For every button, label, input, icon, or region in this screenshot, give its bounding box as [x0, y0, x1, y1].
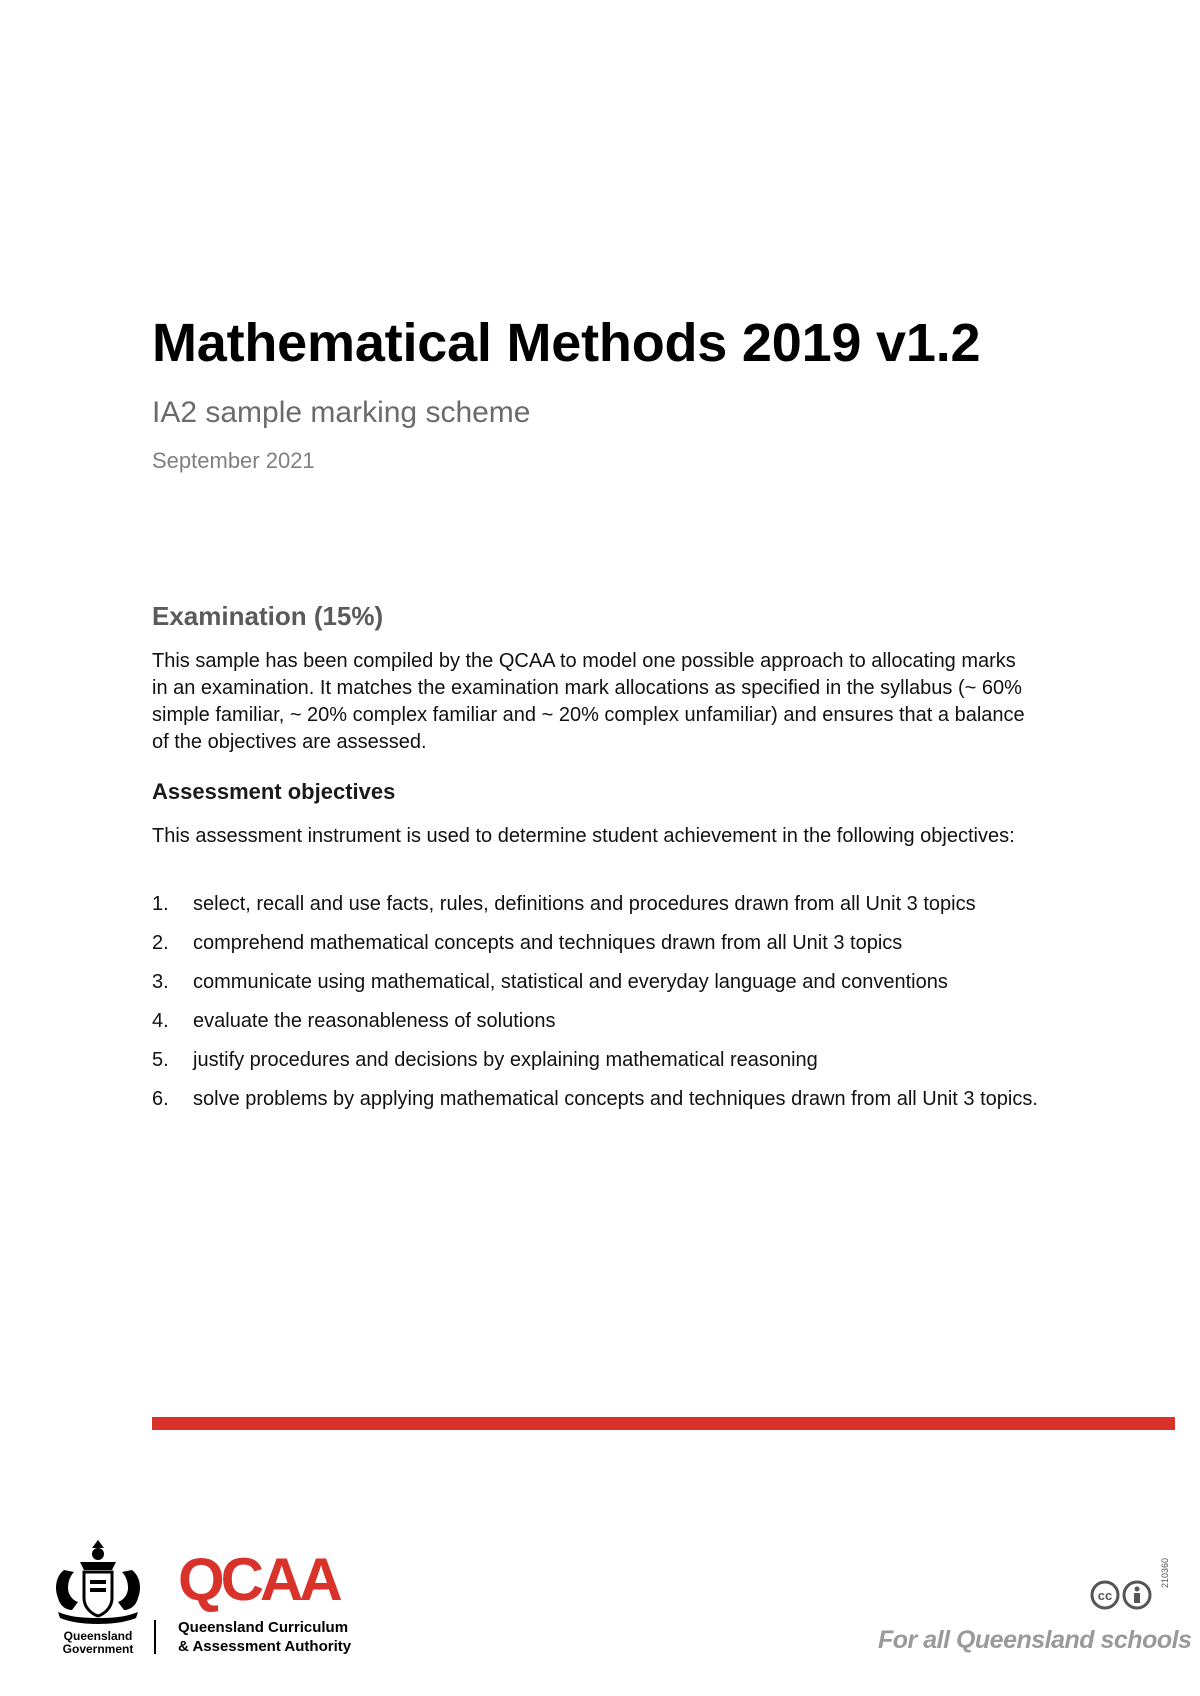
org-name-line2: & Assessment Authority: [178, 1638, 352, 1655]
list-item-text: select, recall and use facts, rules, definitions and procedures drawn from all Unit 3 topics: [193, 893, 976, 915]
document-code: 210360: [1160, 1557, 1170, 1588]
list-item: [152, 969, 1052, 996]
org-name-line1: Queensland Curriculum: [178, 1619, 349, 1636]
creative-commons-icon: [1090, 1580, 1156, 1610]
list-item: [152, 1086, 1052, 1113]
section-heading: Examination (15%): [152, 601, 384, 631]
logo-divider: [154, 1620, 156, 1654]
document-subtitle: IA2 sample marking scheme: [152, 396, 531, 429]
section-intro: This sample has been compiled by the QCAA to model one possible approach to allocating marks in an examination. It matches the examination mark allocations as specified in the syllabus (~ 60% simple familiar, ~ 20% complex familiar and ~ 20% complex unfamiliar) and ensures that a balance of the objectives are assessed.: [152, 650, 1025, 753]
objectives-intro: This assessment instrument is used to determine student achievement in the following objectives:: [152, 825, 1015, 847]
list-item: [152, 891, 1052, 918]
queensland-crest-icon: [50, 1536, 146, 1656]
tagline: For all Queensland schools: [878, 1626, 1192, 1654]
list-item-number: 5.: [152, 1049, 169, 1071]
footer-red-rule: [152, 1417, 1175, 1430]
objectives-list: [152, 891, 1052, 1125]
list-item: [152, 1047, 1052, 1074]
list-item: [152, 930, 1052, 957]
list-item-text: comprehend mathematical concepts and techniques drawn from all Unit 3 topics: [193, 932, 903, 954]
list-item-text: solve problems by applying mathematical concepts and techniques drawn from all Unit 3 topics.: [193, 1088, 1038, 1110]
list-item: [152, 1008, 1052, 1035]
svg-text:cc: cc: [1097, 1588, 1113, 1603]
list-item-number: 2.: [152, 932, 169, 954]
list-item-number: 1.: [152, 893, 169, 915]
list-item-number: 4.: [152, 1010, 169, 1032]
document-date: September 2021: [152, 448, 315, 473]
list-item-text: justify procedures and decisions by explaining mathematical reasoning: [193, 1049, 818, 1071]
qcaa-logo: QCAA: [178, 1546, 339, 1613]
list-item-text: communicate using mathematical, statistical and everyday language and conventions: [193, 971, 948, 993]
government-name-line2: Government: [62, 1642, 134, 1656]
list-item-text: evaluate the reasonableness of solutions: [193, 1010, 556, 1032]
document-title: Mathematical Methods 2019 v1.2: [152, 313, 981, 373]
org-name: [178, 1618, 351, 1656]
list-item-number: 3.: [152, 971, 169, 993]
objectives-heading: Assessment objectives: [152, 779, 396, 804]
list-item-number: 6.: [152, 1088, 169, 1110]
government-name-line1: Queensland: [63, 1629, 133, 1643]
